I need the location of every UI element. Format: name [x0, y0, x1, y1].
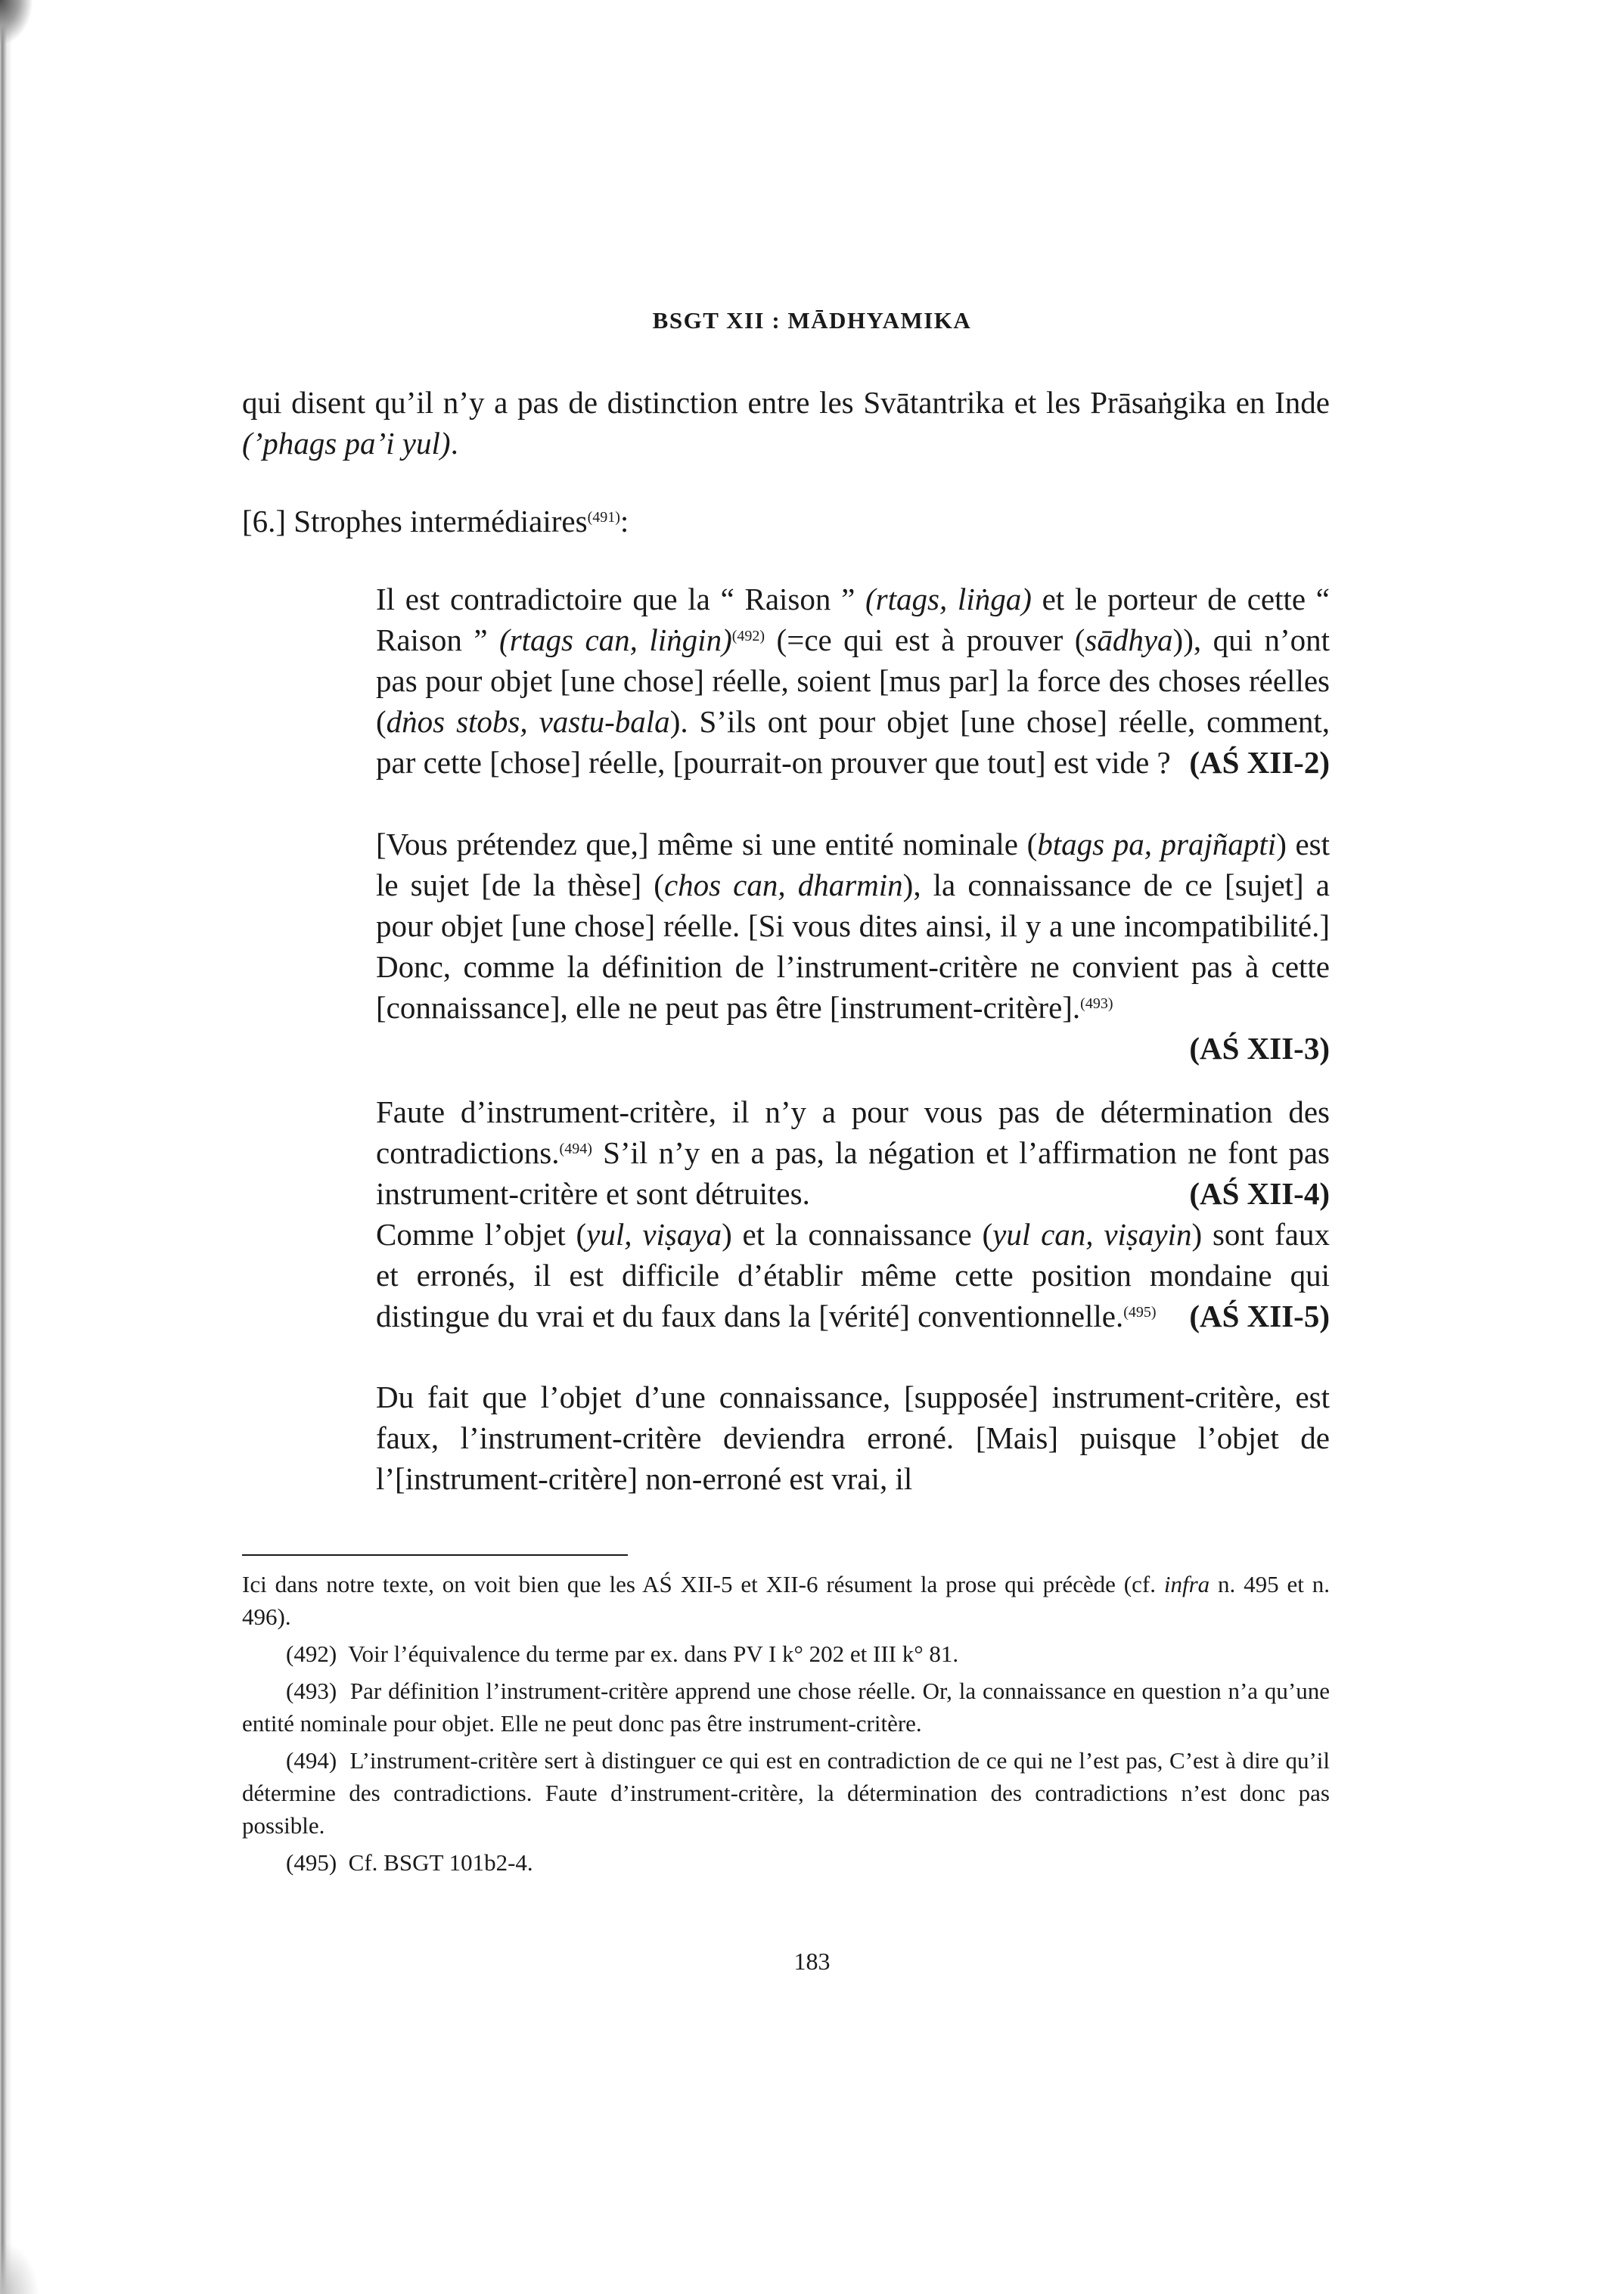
footnote-term: infra: [1163, 1571, 1210, 1597]
footnote-ref-492: (492): [731, 628, 765, 644]
footnote-number: (494): [286, 1747, 337, 1774]
footnote-text: L’instrument-critère sert à distinguer ce qui est en contradiction de ce qui ne l’est pas, C’est à dire qu’il détermine des contradictions. Faute d’instrument-critère, la détermination des contradictions n’est donc pas possible.: [242, 1747, 1330, 1839]
strophe-reference: (AŚ XII-2): [1189, 745, 1330, 780]
strophe-reference: (AŚ XII-3): [1189, 1031, 1330, 1066]
verse-text: [Vous prétendez que,] même si une entité nominale (: [376, 827, 1038, 861]
verse-term: sādhya: [1085, 622, 1173, 657]
footnote-text: Ici dans notre texte, on voit bien que les AŚ XII-5 et XII-6 résument la prose qui précède (cf.: [242, 1571, 1164, 1597]
verse-text: ) sont faux et erronés, il est difficile d’établir même cette position mondaine qui distingue du vrai et du faux dans la [vérité] conventionnelle.: [376, 1217, 1330, 1333]
footnote-text: n. 495 et n. 496).: [242, 1571, 1330, 1630]
verse-text: et le porteur de cette “ Raison ”: [376, 582, 1330, 657]
verse-term: (rtags, liṅga): [865, 582, 1032, 616]
footnote-text: Par définition l’instrument-critère apprend une chose réelle. Or, la connaissance en question n’a qu’une entité nominale pour objet. Elle ne peut donc pas être instrument-critère.: [242, 1678, 1330, 1737]
verse-as-xii-5: [376, 1214, 1330, 1336]
verse-term: yul can, viṣayin: [992, 1217, 1192, 1252]
verse-text: S’il n’y en a pas, la négation et l’affirmation ne font pas instrument-critère et sont détruites.: [376, 1135, 1330, 1211]
verse-text: Faute d’instrument-critère, il n’y a pour vous pas de détermination des contradictions.: [376, 1094, 1330, 1170]
section-heading-colon: :: [619, 504, 629, 539]
footnotes: [242, 1568, 1330, 1883]
section-heading-text: [6.] Strophes intermédiaires: [242, 504, 588, 539]
running-header: BSGT XII : MĀDHYAMIKA: [652, 307, 972, 334]
verse-text: Comme l’objet (: [376, 1217, 587, 1252]
footnote-number: (493): [286, 1678, 337, 1704]
footnote-ref-491: (491): [587, 509, 620, 526]
intro-period: .: [450, 426, 458, 461]
verse-term: btags pa, prajñapti: [1037, 827, 1277, 861]
intro-text: qui disent qu’il n’y a pas de distinction entre les Svātantrika et les Prāsaṅgika en Inde: [242, 385, 1330, 420]
footnote-rule: [242, 1554, 628, 1556]
verse-term: dṅos stobs, vastu-bala: [386, 704, 670, 739]
page-number: 183: [793, 1948, 831, 1975]
verse-as-xii-2: [376, 579, 1330, 783]
verse-as-xii-6-start: [376, 1377, 1330, 1499]
verse-term: (rtags can, liṅgin): [499, 622, 732, 657]
footnote-492: [242, 1637, 1330, 1670]
verse-text: ), la connaissance de ce [sujet] a pour objet [une chose] réelle. [Si vous dites ainsi, il y a une incompatibilité.] Donc, comme la définition de l’instrument-critère ne convient pas à cette [connaissance], elle ne peut pas être [instrument-critère].: [376, 868, 1330, 1025]
strophe-reference: (AŚ XII-4): [1189, 1176, 1330, 1211]
footnote-495: [242, 1846, 1330, 1879]
verse-text: ) est le sujet [de la thèse] (: [376, 827, 1331, 902]
verse-text: Du fait que l’objet d’une connaissance, [supposée] instrument-critère, est faux, l’instrument-critère deviendra erroné. [Mais] puisque l’objet de l’[instrument-critère] non-erroné est vrai, il: [376, 1380, 1330, 1496]
footnote-ref-494: (494): [559, 1141, 592, 1157]
intro-tibetan-term: (’phags pa’i yul): [242, 426, 451, 461]
verse-as-xii-4: [376, 1091, 1330, 1214]
verse-term: chos can, dharmin: [663, 868, 903, 902]
section-heading: [242, 501, 1330, 542]
verse-term: yul, viṣaya: [586, 1217, 722, 1252]
scan-corner-bottom-mark: [0, 2241, 39, 2294]
footnote-493: [242, 1675, 1330, 1740]
footnote-494: [242, 1744, 1330, 1842]
strophe-reference: (AŚ XII-5): [1189, 1299, 1330, 1333]
footnote-number: (492): [286, 1641, 337, 1667]
footnote-number: (495): [286, 1849, 337, 1876]
verse-as-xii-3: [376, 824, 1330, 1069]
scan-corner-mark: [0, 0, 33, 45]
footnote-text: Cf. BSGT 101b2-4.: [348, 1849, 533, 1876]
verse-text: ) et la connaissance (: [722, 1217, 993, 1252]
verse-text: )), qui n’ont pas pour objet [une chose] réelle, soient [mus par] la force des choses réelles (: [376, 622, 1330, 739]
footnote-ref-493: (493): [1080, 995, 1113, 1012]
verse-text: (=ce qui est à prouver (: [765, 622, 1085, 657]
footnote-491-continued: [242, 1568, 1330, 1633]
footnote-ref-495: (495): [1123, 1304, 1157, 1321]
verse-text: Il est contradictoire que la “ Raison ”: [376, 582, 866, 616]
verse-text: ). S’ils ont pour objet [une chose] réelle, comment, par cette [chose] réelle, [pourrait-on prouver que tout] est vide ?: [376, 704, 1330, 780]
footnote-text: Voir l’équivalence du terme par ex. dans PV I k° 202 et III k° 81.: [348, 1641, 959, 1667]
intro-paragraph: [242, 382, 1330, 464]
